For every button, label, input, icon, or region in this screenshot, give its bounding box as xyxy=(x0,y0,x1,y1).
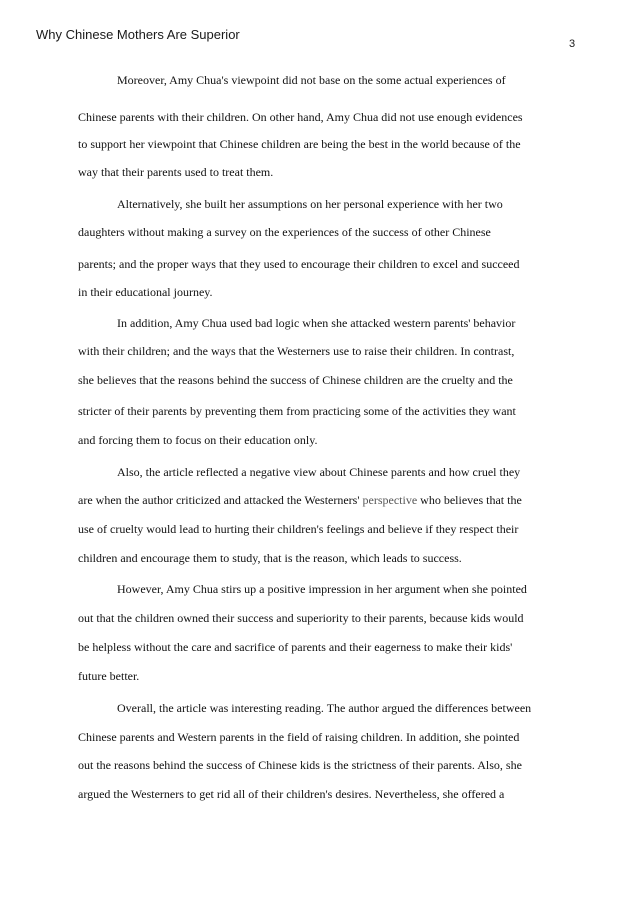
paragraph-3-line-1: In addition, Amy Chua used bad logic when she attacked western parents' behavior xyxy=(117,316,516,330)
paragraph-5-line-4: future better. xyxy=(78,669,140,683)
paragraph-5-line-1: However, Amy Chua stirs up a positive impression in her argument when she pointed xyxy=(117,582,527,596)
highlighted-word: perspective xyxy=(362,493,418,507)
paragraph-4-line-2-tail: who believes that the xyxy=(417,493,522,507)
paragraph-6-line-3: out the reasons behind the success of Chinese kids is the strictness of their parents. Also, she xyxy=(78,758,522,772)
paragraph-1-line-2: Chinese parents with their children. On other hand, Amy Chua did not use enough evidences xyxy=(78,110,523,124)
paragraph-2-line-1: Alternatively, she built her assumptions on her personal experience with her two xyxy=(117,197,503,211)
paragraph-2-line-4: in their educational journey. xyxy=(78,285,213,299)
paragraph-3-line-4: stricter of their parents by preventing them from practicing some of the activities they want xyxy=(78,404,516,418)
paragraph-2-line-3: parents; and the proper ways that they used to encourage their children to excel and succeed xyxy=(78,257,520,271)
paragraph-1-line-1: Moreover, Amy Chua's viewpoint did not base on the some actual experiences of xyxy=(117,73,506,87)
paragraph-5-line-3: be helpless without the care and sacrifice of parents and their eagerness to make their kids' xyxy=(78,640,513,654)
running-head-title: Why Chinese Mothers Are Superior xyxy=(36,27,240,42)
paragraph-4-line-1: Also, the article reflected a negative view about Chinese parents and how cruel they xyxy=(117,465,521,479)
paragraph-6-line-2: Chinese parents and Western parents in the field of raising children. In addition, she pointed xyxy=(78,730,520,744)
paragraph-1-line-3: to support her viewpoint that Chinese children are being the best in the world because of the xyxy=(78,137,521,151)
paragraph-3-line-5: and forcing them to focus on their education only. xyxy=(78,433,318,447)
paragraph-1-line-4: way that their parents used to treat them. xyxy=(78,165,274,179)
paragraph-4-line-4: children and encourage them to study, that is the reason, which leads to success. xyxy=(78,551,462,565)
paragraph-6-line-4: argued the Westerners to get rid all of their children's desires. Nevertheless, she offered a xyxy=(78,787,505,801)
paragraph-3-line-2: with their children; and the ways that the Westerners use to raise their children. In contrast, xyxy=(78,344,515,358)
paragraph-5-line-2: out that the children owned their success and superiority to their parents, because kids would xyxy=(78,611,524,625)
paragraph-4-line-2 xyxy=(78,492,522,508)
paragraph-4-line-2-text: are when the author criticized and attacked the Westerners' xyxy=(78,493,360,507)
page-number: 3 xyxy=(569,38,576,50)
paragraph-6-line-1: Overall, the article was interesting reading. The author argued the differences between xyxy=(117,701,532,715)
paragraph-3-line-3: she believes that the reasons behind the success of Chinese children are the cruelty and the xyxy=(78,373,513,387)
paragraph-4-line-3: use of cruelty would lead to hurting their children's feelings and believe if they respect their xyxy=(78,522,519,536)
paragraph-2-line-2: daughters without making a survey on the experiences of the success of other Chinese xyxy=(78,225,491,239)
